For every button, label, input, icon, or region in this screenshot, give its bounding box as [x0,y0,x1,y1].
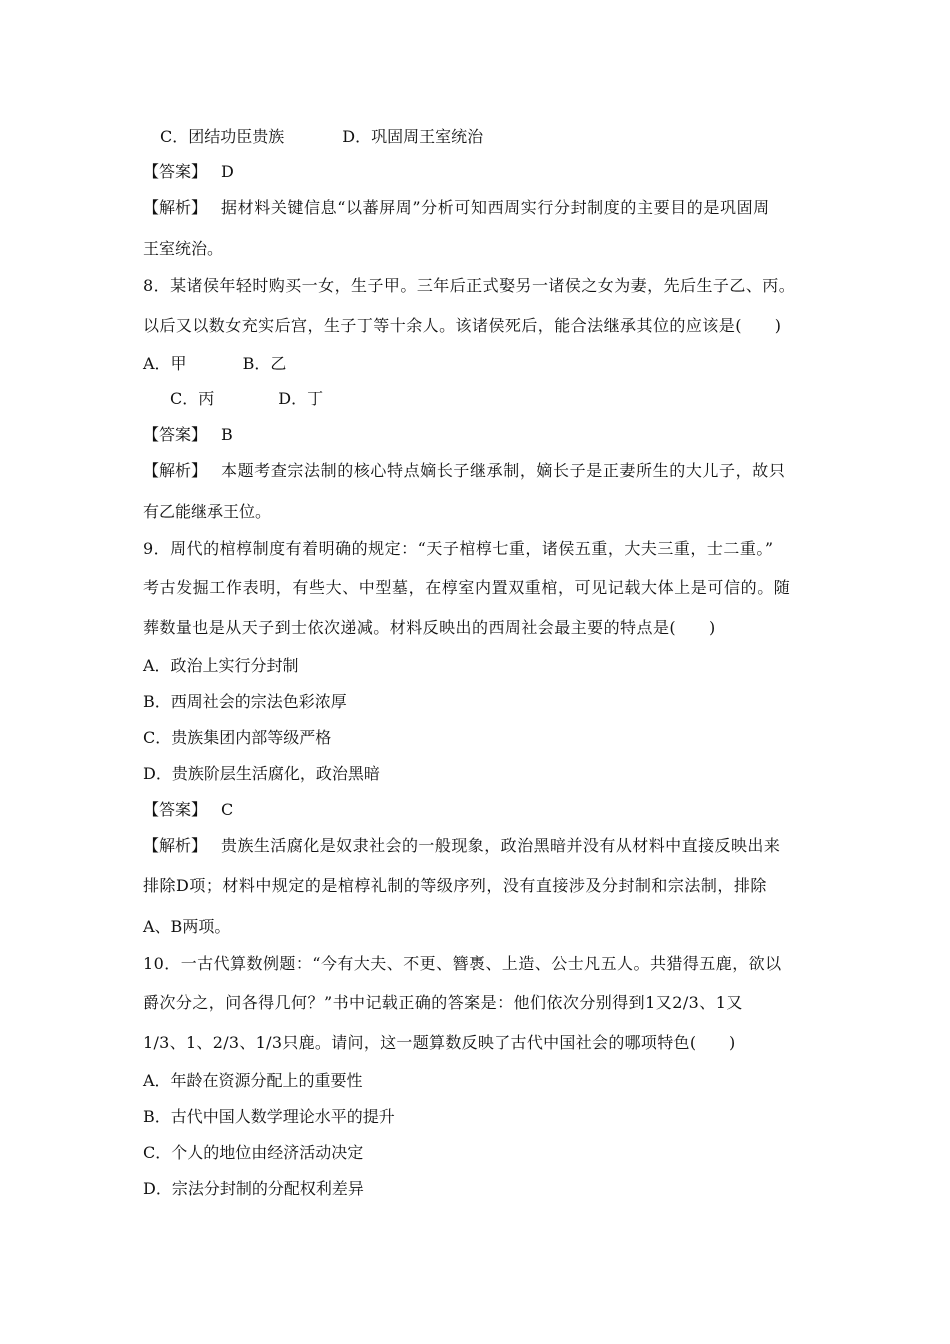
q8-option-c: C．丙 [170,389,215,408]
q8-analysis-text1: 本题考查宗法制的核心特点嫡长子继承制，嫡长子是正妻所生的大儿子，故只 [221,461,786,480]
q9-answer-value: C [221,800,234,819]
q9-analysis-line2: 排除D项；材料中规定的是棺椁礼制的等级序列，没有直接涉及分封制和宗法制，排除 [143,876,767,895]
q7-answer-value: D [221,162,234,181]
q9-stem-line3: 葬数量也是从天子到士依次递减。材料反映出的西周社会最主要的特点是( ) [143,618,716,637]
q8-option-d: D．丁 [278,389,324,408]
q8-options-ab [143,354,286,374]
q8-option-a: A．甲 [143,354,187,373]
q10-option-b: B．古代中国人数学理论水平的提升 [143,1107,395,1126]
q9-analysis-text1: 贵族生活腐化是奴隶社会的一般现象，政治黑暗并没有从材料中直接反映出来 [221,836,781,855]
q8-analysis-label: 【解析】 [143,461,208,480]
q10-option-a: A．年龄在资源分配上的重要性 [143,1071,363,1090]
q7-analysis-label: 【解析】 [143,198,208,217]
q7-answer-label: 【答案】 [143,162,208,181]
q8-option-b: B．乙 [242,354,287,373]
q7-analysis-line2: 王室统治。 [143,239,224,258]
q10-stem-line3: 1/3、1、2/3、1/3只鹿。请问，这一题算数反映了古代中国社会的哪项特色( ) [143,1033,736,1052]
q8-answer-label: 【答案】 [143,425,208,444]
q10-stem-line1: 10．一古代算数例题：“今有大夫、不更、簪褭、上造、公士凡五人。共猎得五鹿，欲以 [143,954,782,973]
q9-analysis-line1 [143,836,780,856]
q8-analysis-line1 [143,461,785,481]
q9-option-d: D．贵族阶层生活腐化，政治黑暗 [143,764,380,783]
q8-stem-line2: 以后又以数女充实后宫，生子丁等十余人。该诸侯死后，能合法继承其位的应该是( ) [143,316,782,335]
q9-answer-label: 【答案】 [143,800,208,819]
q7-option-d: D．巩固周王室统治 [342,127,484,146]
q8-stem-line1: 8．某诸侯年轻时购买一女，生子甲。三年后正式娶另一诸侯之女为妻，先后生子乙、丙。 [143,276,796,295]
q10-option-c: C．个人的地位由经济活动决定 [143,1143,364,1162]
q9-analysis-label: 【解析】 [143,836,208,855]
q8-answer-value: B [221,425,233,444]
q9-stem-line2: 考古发掘工作表明，有些大、中型墓，在椁室内置双重棺，可见记载大体上是可信的。随 [143,578,791,597]
q7-option-c: C．团结功臣贵族 [160,127,285,146]
q7-analysis-line1 [143,198,770,218]
q9-answer [143,800,233,820]
q7-analysis-text1: 据材料关键信息“以蕃屏周”分析可知西周实行分封制度的主要目的是巩固周 [221,198,770,217]
q9-option-b: B．西周社会的宗法色彩浓厚 [143,692,347,711]
q10-option-d: D．宗法分封制的分配权利差异 [143,1179,364,1198]
q7-answer [143,162,234,182]
q9-option-c: C．贵族集团内部等级严格 [143,728,332,747]
q9-analysis-line3: A、B两项。 [143,917,231,936]
q7-options-cd [160,127,483,147]
q9-stem-line1: 9．周代的棺椁制度有着明确的规定：“天子棺椁七重，诸侯五重，大夫三重，士二重。” [143,539,774,558]
q9-option-a: A．政治上实行分封制 [143,656,299,675]
q8-answer [143,425,233,445]
q10-stem-line2: 爵次分之，问各得几何？”书中记载正确的答案是：他们依次分别得到1又2/3、1又 [143,993,743,1012]
q8-options-cd [170,389,323,409]
q8-analysis-line2: 有乙能继承王位。 [143,502,272,521]
